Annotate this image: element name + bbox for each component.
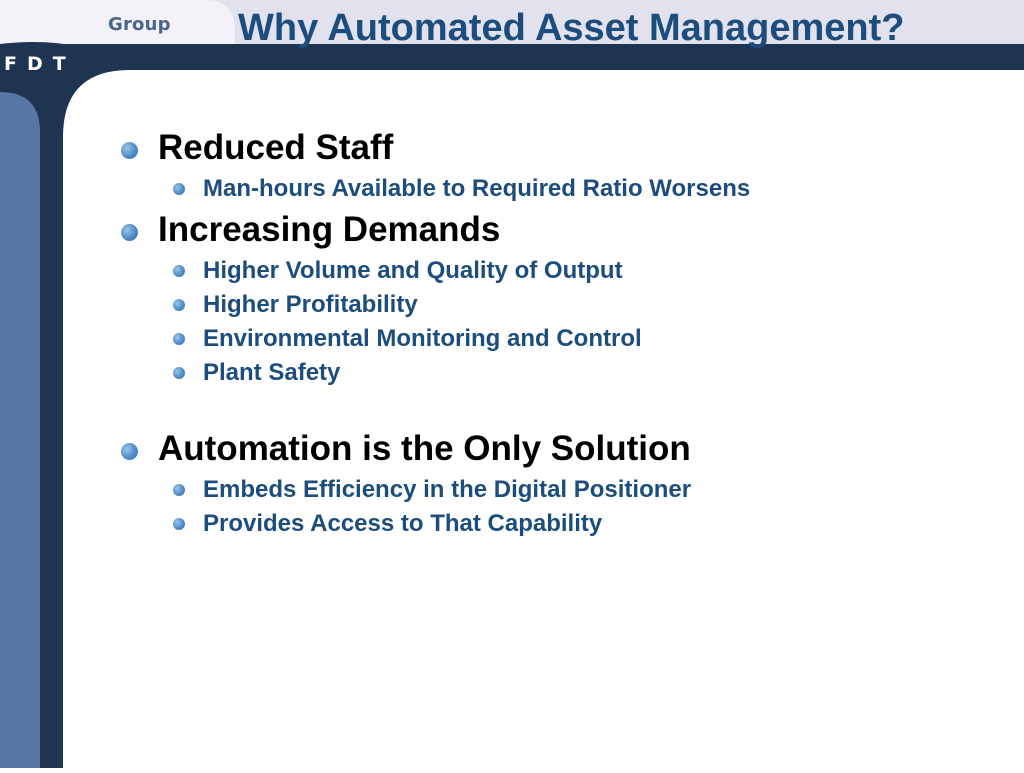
sub-bullet-icon: [173, 183, 185, 195]
sub-bullet-profitability: Higher Profitability: [203, 291, 418, 318]
bullet-reduced-staff: Reduced Staff: [158, 128, 394, 167]
sub-bullet-environmental: Environmental Monitoring and Control: [203, 325, 642, 352]
bullet-icon: [121, 142, 138, 159]
sub-bullet-icon: [173, 265, 185, 277]
sub-bullet-embeds-efficiency: Embeds Efficiency in the Digital Positioner: [203, 476, 692, 503]
sub-bullet-man-hours: Man-hours Available to Required Ratio Worsens: [203, 175, 751, 202]
sub-bullet-plant-safety: Plant Safety: [203, 359, 341, 386]
sub-bullet-icon: [173, 367, 185, 379]
sub-bullet-provides-access: Provides Access to That Capability: [203, 510, 603, 537]
logo-group-word: Group: [108, 14, 171, 35]
sub-bullet-icon: [173, 333, 185, 345]
sub-bullet-icon: [173, 518, 185, 530]
bullet-icon: [121, 224, 138, 241]
bullet-automation-solution: Automation is the Only Solution: [158, 429, 691, 468]
bullet-icon: [121, 443, 138, 460]
logo-fdt-mark: FDT: [4, 53, 76, 75]
sub-bullet-icon: [173, 299, 185, 311]
sub-bullet-volume-quality: Higher Volume and Quality of Output: [203, 257, 623, 284]
slide-title: Why Automated Asset Management?: [238, 7, 905, 49]
sub-bullet-icon: [173, 484, 185, 496]
bullet-increasing-demands: Increasing Demands: [158, 210, 501, 249]
